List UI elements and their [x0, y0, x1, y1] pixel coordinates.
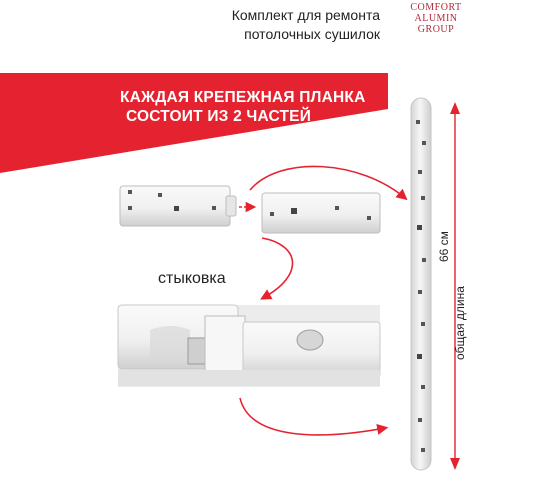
header-line-1: Комплект для ремонта	[231, 7, 380, 23]
banner-line-2: СОСТОИТ ИЗ 2 ЧАСТЕЙ	[126, 108, 312, 125]
logo-line-2: ALUMIN	[414, 13, 458, 24]
length-label: 66 см	[437, 231, 451, 262]
bar-assembled-vertical	[411, 98, 431, 470]
arrow-to-docking	[262, 238, 293, 298]
bar-part-right	[262, 193, 380, 233]
docking-label: стыковка	[158, 270, 226, 287]
bar-part-left	[120, 186, 253, 226]
logo-line-1: COMFORT	[410, 2, 462, 13]
arrow-to-assembled	[240, 398, 385, 435]
docking-closeup	[118, 305, 380, 387]
banner-line-1: КАЖДАЯ КРЕПЕЖНАЯ ПЛАНКА	[120, 89, 366, 106]
logo-line-3: GROUP	[417, 24, 455, 35]
length-caption: общая длина	[453, 286, 467, 360]
header-line-2: потолочных сушилок	[244, 26, 380, 42]
